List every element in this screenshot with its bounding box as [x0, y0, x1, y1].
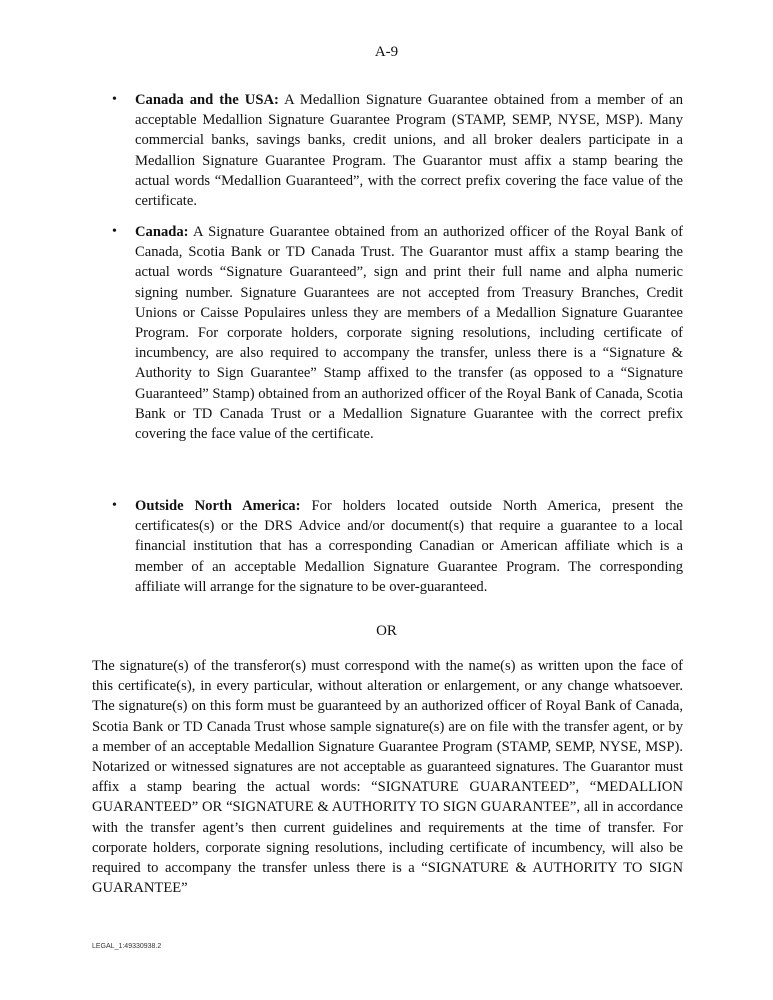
page-number: A-9 — [374, 44, 399, 60]
bullet-text: A Medallion Signature Guarantee obtained from a member of an acceptable Medallion Signature Guarantee Program (STAMP, SEMP, NYSE, MSP). Many commercial banks, savings banks, credit unions, and all broker dealers participate in a Medallion Signature Guarantee Program. The Guarantor must affix a stamp bearing the actual words “Medallion Guaranteed”, with the correct prefix covering the face value of the certificate. — [135, 92, 683, 210]
bullet-dot: • — [112, 92, 117, 107]
signature-requirements-paragraph: The signature(s) of the transferor(s) must correspond with the name(s) as written upon the face of this certificate(s), in every particular, without alteration or enlargement, or any change whatsoever. The signature(s) on this form must be guaranteed by an authorized officer of Royal Bank of Canada, Scotia Bank or TD Canada Trust whose sample signature(s) are on file with the transfer agent, or by a member of an acceptable Medallion Signature Guarantee Program (STAMP, SEMP, NYSE, MSP). Notarized or witnessed signatures are not acceptable as guaranteed signatures. The Guarantor must affix a stamp bearing the actual words: “SIGNATURE GUARANTEED”, “MEDALLION GUARANTEED” OR “SIGNATURE & AUTHORITY TO SIGN GUARANTEE”, all in accordance with the transfer agent’s then current guidelines and requirements at the time of transfer. For corporate holders, corporate signing resolutions, including certificate of incumbency, will also be required to accompany the transfer unless there is a “SIGNATURE & AUTHORITY TO SIGN GUARANTEE” — [92, 658, 683, 897]
bullet-outside-north-america — [112, 496, 683, 597]
bullet-dot: • — [112, 498, 117, 513]
bullet-canada — [112, 222, 683, 444]
bullet-lead: Canada and the USA: — [135, 92, 279, 108]
bullet-lead: Canada: — [135, 224, 189, 240]
bullet-text: For holders located outside North America, present the certificates(s) or the DRS Advice and/or document(s) that require a guarantee to a local financial institution that has a corresponding Canadian or American affiliate which is a member of an acceptable Medallion Signature Guarantee Program. The corresponding affiliate will arrange for the signature to be over-guaranteed. — [135, 498, 683, 595]
bullet-canada-usa — [112, 90, 683, 211]
document-footer-id: LEGAL_1:49330938.2 — [92, 943, 162, 950]
or-heading: OR — [376, 623, 397, 639]
bullet-lead: Outside North America: — [135, 498, 301, 514]
bullet-dot: • — [112, 224, 117, 239]
bullet-text: A Signature Guarantee obtained from an authorized officer of the Royal Bank of Canada, Scotia Bank or TD Canada Trust. The Guarantor must affix a stamp bearing the actual words “Signature Guaranteed”, sign and print their full name and alpha numeric signing number. Signature Guarantees are not accepted from Treasury Branches, Credit Unions or Caisse Populaires unless they are members of a Medallion Signature Guarantee Program. For corporate holders, corporate signing resolutions, including certificate of incumbency, are also required to accompany the transfer, unless there is a “Signature & Authority to Sign Guarantee” Stamp affixed to the transfer (as opposed to a “Signature Guaranteed” Stamp) obtained from an authorized officer of the Royal Bank of Canada, Scotia Bank or TD Canada Trust or a Medallion Signature Guarantee with the correct prefix covering the face value of the certificate. — [135, 224, 683, 443]
